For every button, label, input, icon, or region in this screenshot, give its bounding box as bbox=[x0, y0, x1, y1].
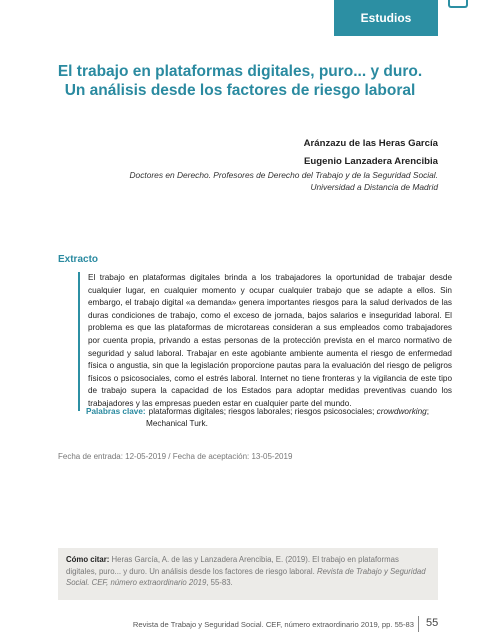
page-number: 55 bbox=[426, 617, 439, 629]
keywords-label: Palabras clave: bbox=[86, 407, 146, 416]
article-title bbox=[30, 62, 450, 100]
affiliation bbox=[130, 170, 439, 193]
footer-journal: Revista de Trabajo y Seguridad Social. CEF, número extraordinario 2019, pp. 55-83 bbox=[132, 620, 414, 629]
abstract-text: El trabajo en plataformas digitales brinda a los trabajadores la oportunidad de trabajar desde cualquier lugar, en cualquier momento y ocupar cualquier trabajo que se adapte a ellos. Sin embargo, el trabajo digital «a demanda» genera importantes riesgos para la salud derivados de las duras condiciones de trabajo, como el exceso de jornada, bajos salarios e inseguridad laboral. El problema es que las plataformas de microtareas consideran a sus empleados como trabajadores por cuenta propia, privando a estas personas de la protección prevista en el marco normativo de seguridad y salud laboral. Trabajar en este agobiante ambiente aumenta el riesgo de enfermedad física o angustia, sin que la legislación proporcione pautas para la evaluación del riesgo de peligros físicos o psicosociales, como el estrés laboral. Internet no tiene fronteras y la vigilancia de este tipo de trabajo supera la capacidad de los Estados para adoptar medidas preventivas cuando los trabajadores y las empresas pueden estar en cualquier parte del mundo. bbox=[78, 272, 452, 411]
citation-text-1: Heras García, A. de las y Lanzadera Arencibia, E. (2019). El trabajo en plataformas digitales, puro... y duro. Un análisis desde los factores de riesgo laboral. bbox=[66, 555, 399, 576]
keywords-part-2: ; bbox=[426, 407, 429, 416]
citation-journal: Revista de Trabajo y Seguridad Social. CEF, número extraordinario 2019 bbox=[66, 566, 426, 587]
keywords-part-1: plataformas digitales; riesgos laborales; riesgos psicosociales; bbox=[148, 407, 375, 416]
affiliation-line-1: Doctores en Derecho. Profesores de Derecho del Trabajo y de la Seguridad Social. bbox=[129, 170, 438, 180]
citation-text bbox=[66, 555, 426, 587]
author-2: Eugenio Lanzadera Arencibia bbox=[304, 156, 438, 167]
keywords bbox=[86, 406, 446, 430]
abstract-heading: Extracto bbox=[58, 254, 99, 265]
title-line-1: El trabajo en plataformas digitales, puro... y duro. bbox=[57, 63, 423, 80]
section-tab bbox=[334, 0, 438, 36]
keywords-text bbox=[149, 407, 429, 416]
citation-label: Cómo citar: bbox=[66, 555, 110, 564]
submission-dates: Fecha de entrada: 12-05-2019 / Fecha de aceptación: 13-05-2019 bbox=[58, 452, 293, 461]
section-label: Estudios bbox=[360, 11, 412, 25]
author-1: Aránzazu de las Heras García bbox=[303, 138, 438, 149]
citation-box bbox=[58, 548, 438, 600]
affiliation-line-2: Universidad a Distancia de Madrid bbox=[310, 181, 438, 192]
title-line-2: Un análisis desde los factores de riesgo laboral bbox=[64, 82, 416, 99]
citation-text-2: , 55-83. bbox=[206, 578, 233, 587]
bookmark-icon bbox=[448, 0, 468, 8]
footer-divider bbox=[418, 616, 419, 632]
keywords-line-2: Mechanical Turk. bbox=[146, 419, 208, 428]
keywords-italic: crowdworking bbox=[376, 407, 427, 416]
